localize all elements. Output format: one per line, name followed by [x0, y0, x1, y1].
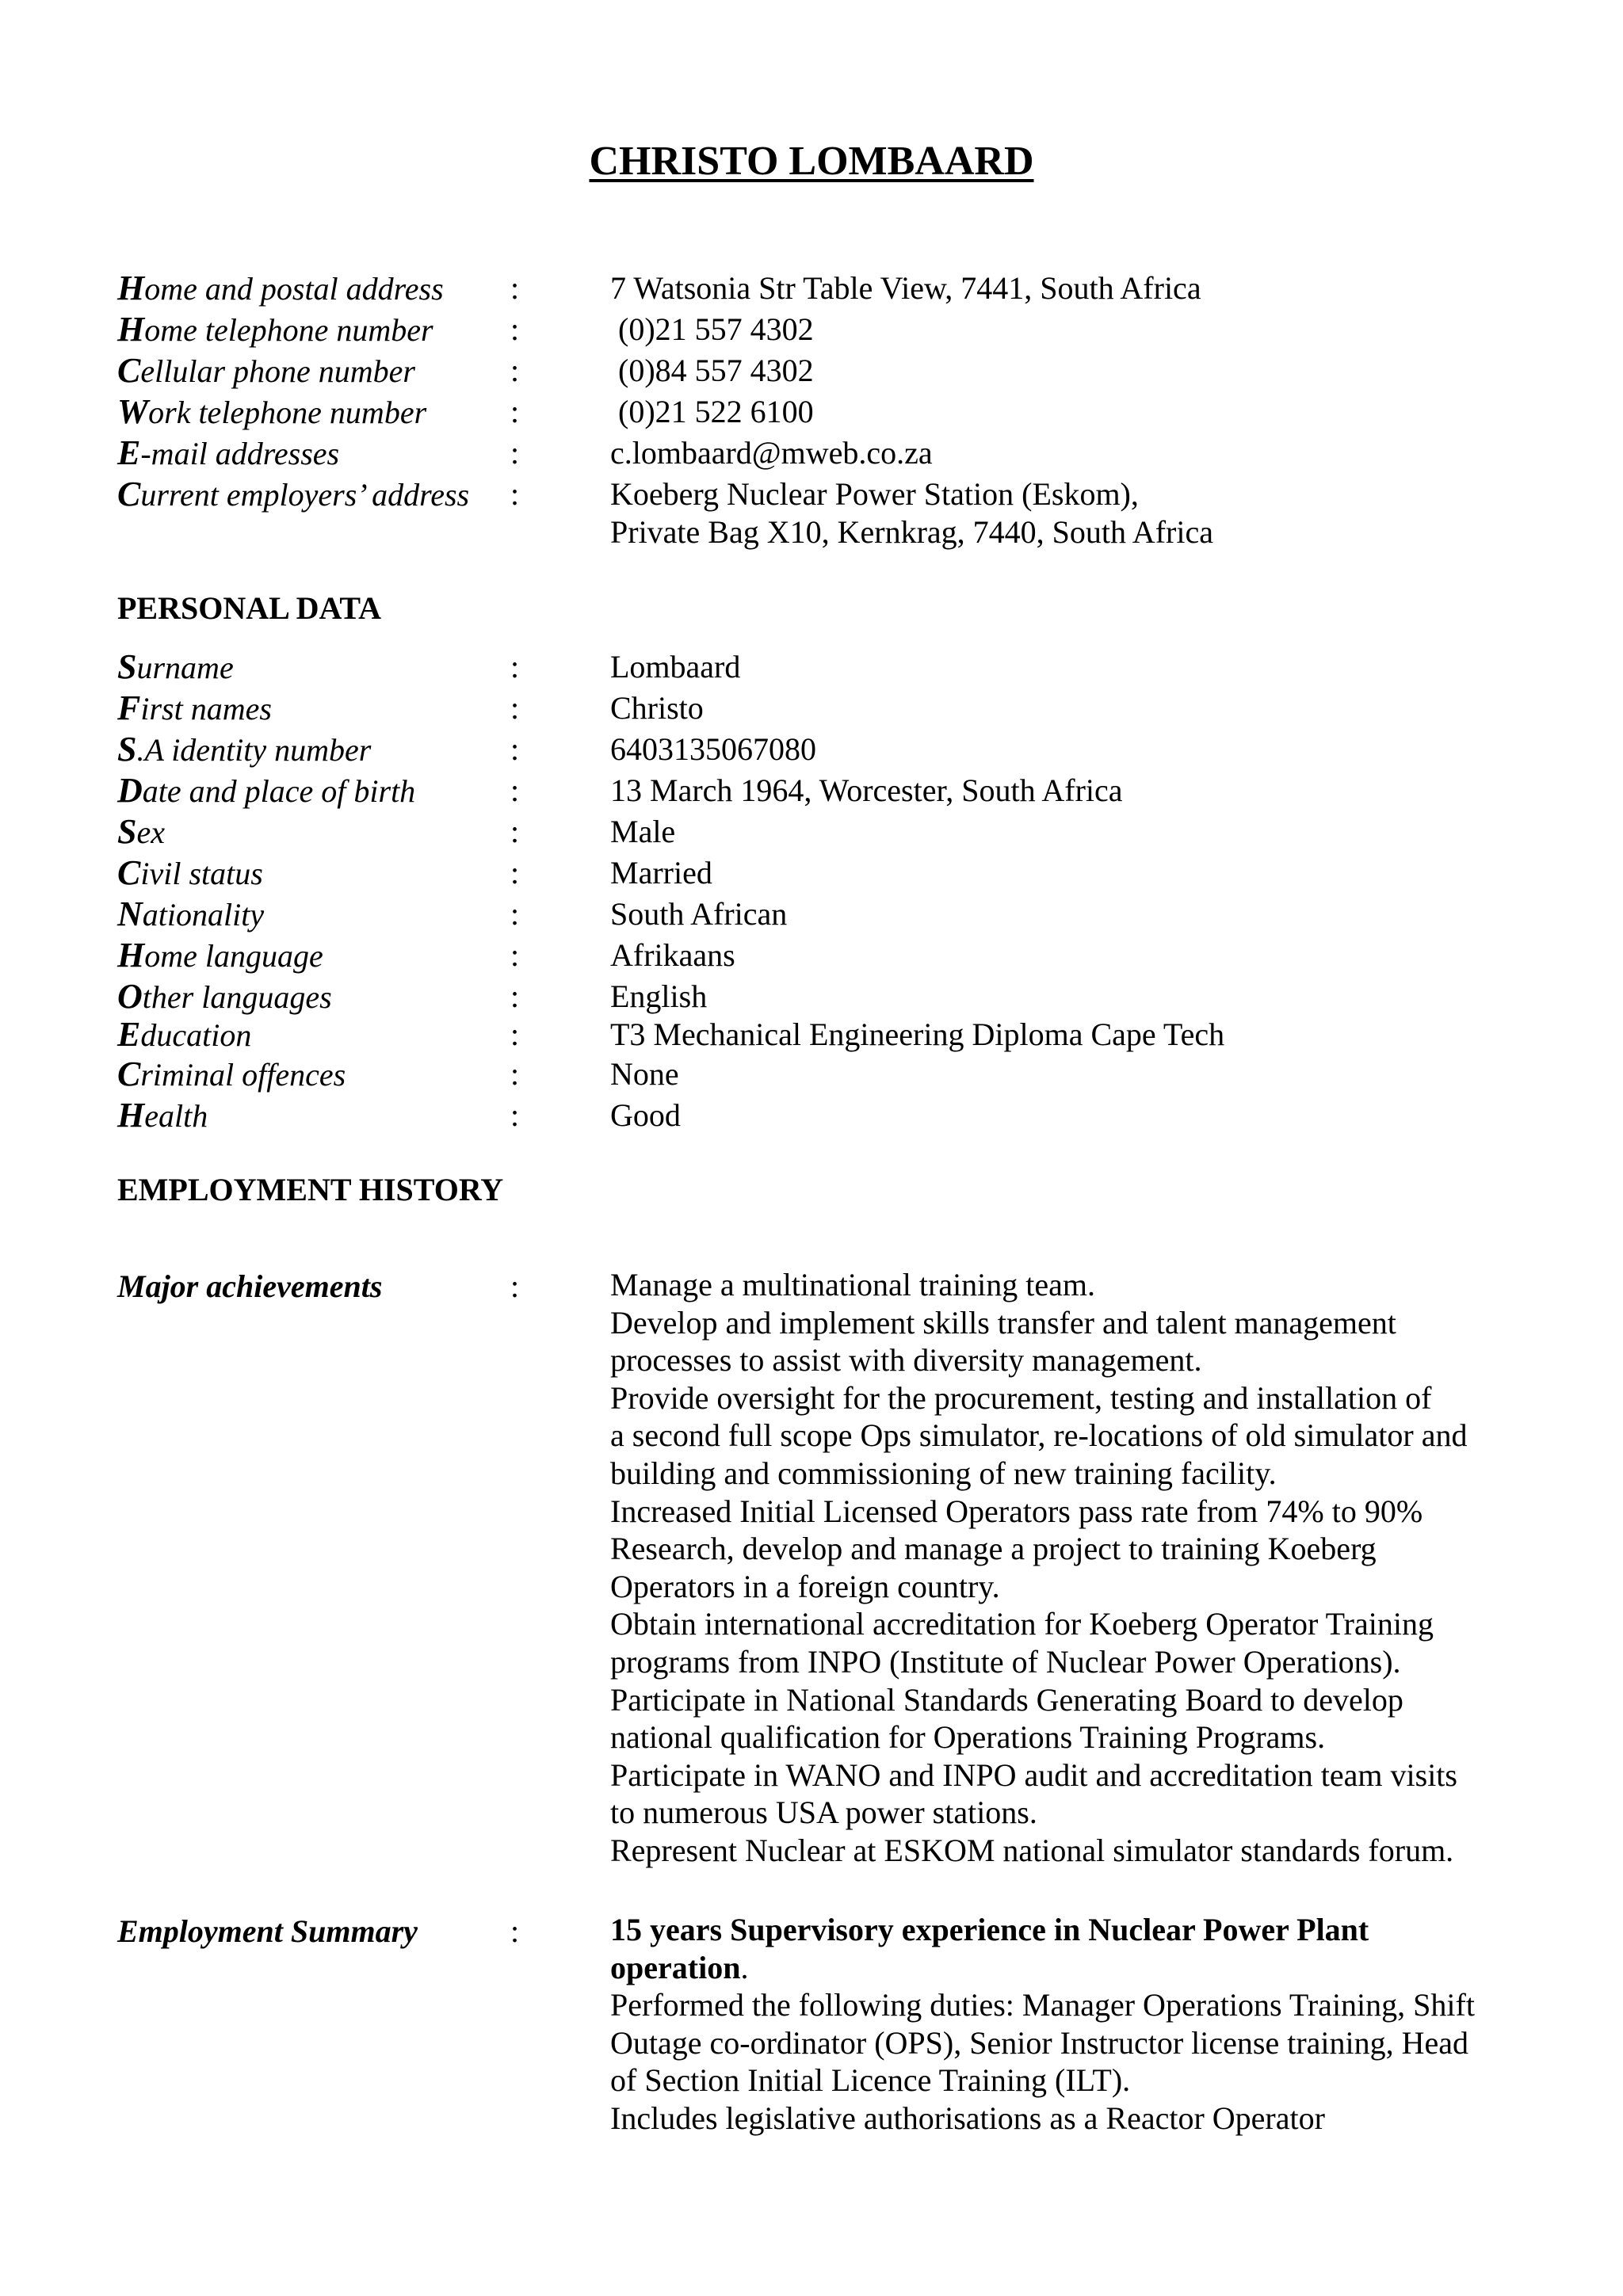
achievement-line: Develop and implement skills transfer and talent management — [610, 1304, 1396, 1341]
field-label: Cellular phone number — [117, 351, 415, 390]
field-value: South African — [610, 896, 788, 932]
field-value: (0)21 522 6100 — [610, 394, 814, 429]
field-value: Lombaard — [610, 649, 741, 685]
field-value: (0)21 557 4302 — [610, 311, 814, 347]
field-colon: : — [510, 353, 520, 388]
field-colon: : — [510, 855, 520, 891]
field-label: Home telephone number — [117, 310, 433, 349]
field-label: Other languages — [117, 977, 332, 1016]
field-colon: : — [510, 1268, 520, 1304]
field-colon: : — [510, 270, 520, 306]
field-label: Criminal offences — [117, 1055, 346, 1093]
field-colon: : — [510, 1097, 520, 1133]
field-colon: : — [510, 394, 520, 429]
field-value: 7 Watsonia Str Table View, 7441, South Africa — [610, 270, 1201, 306]
field-value: Good — [610, 1097, 681, 1133]
field-value: T3 Mechanical Engineering Diploma Cape Tech — [610, 1016, 1225, 1052]
achievement-line: a second full scope Ops simulator, re-locations of old simulator and — [610, 1417, 1468, 1454]
achievement-line: programs from INPO (Institute of Nuclear Power Operations). — [610, 1643, 1401, 1680]
summary-line: Includes legislative authorisations as a Reactor Operator — [610, 2100, 1325, 2136]
field-colon: : — [510, 731, 520, 767]
field-colon: : — [510, 1913, 520, 1949]
summary-line: Outage co-ordinator (OPS), Senior Instructor license training, Head — [610, 2024, 1469, 2061]
field-value: Christo — [610, 690, 704, 726]
achievements-label: Major achievements — [117, 1268, 383, 1304]
field-value: (0)84 557 4302 — [610, 353, 814, 388]
field-colon: : — [510, 311, 520, 347]
field-label: Date and place of birth — [117, 771, 416, 810]
field-colon: : — [510, 772, 520, 808]
field-value: None — [610, 1056, 679, 1092]
field-label: S.A identity number — [117, 730, 372, 769]
section-heading-personal-data: PERSONAL DATA — [117, 590, 382, 626]
field-value: Koeberg Nuclear Power Station (Eskom), — [610, 476, 1139, 512]
field-value: Male — [610, 814, 676, 849]
achievement-line: Represent Nuclear at ESKOM national simulator standards forum. — [610, 1832, 1454, 1868]
field-value: 6403135067080 — [610, 731, 816, 767]
summary-label: Employment Summary — [117, 1913, 418, 1949]
achievement-line: Participate in National Standards Generating Board to develop — [610, 1681, 1403, 1718]
achievement-line: Operators in a foreign country. — [610, 1568, 1000, 1604]
field-label: Health — [117, 1096, 208, 1135]
field-label: Work telephone number — [117, 392, 427, 431]
achievement-line: Research, develop and manage a project to training Koeberg — [610, 1531, 1377, 1567]
field-value: Private Bag X10, Kernkrag, 7440, South Africa — [610, 514, 1213, 550]
field-label: Civil status — [117, 853, 263, 892]
field-colon: : — [510, 435, 520, 471]
field-colon: : — [510, 476, 520, 512]
field-colon: : — [510, 814, 520, 849]
achievement-line: Manage a multinational training team. — [610, 1267, 1096, 1302]
field-colon: : — [510, 937, 520, 973]
achievement-line: Obtain international accreditation for Koeberg Operator Training — [610, 1606, 1434, 1642]
field-colon: : — [510, 1016, 520, 1052]
field-label: First names — [117, 688, 272, 727]
field-label: Education — [117, 1015, 252, 1054]
summary-text — [610, 1911, 1593, 2138]
achievement-line: to numerous USA power stations. — [610, 1794, 1037, 1831]
field-label: Current employers’ address — [117, 475, 470, 513]
page-title: CHRISTO LOMBAARD — [589, 139, 1034, 184]
summary-headline: 15 years Supervisory experience in Nuclear Power Plant — [610, 1912, 1369, 1947]
summary-line: Performed the following duties: Manager Operations Training, Shift — [610, 1987, 1475, 2023]
section-heading-employment-history: EMPLOYMENT HISTORY — [117, 1172, 504, 1207]
field-colon: : — [510, 690, 520, 726]
field-colon: : — [510, 649, 520, 685]
achievement-line: Provide oversight for the procurement, testing and installation of — [610, 1379, 1432, 1416]
achievement-line: building and commissioning of new training facility. — [610, 1455, 1277, 1491]
field-value: Married — [610, 855, 712, 891]
achievement-line: Increased Initial Licensed Operators pass rate from 74% to 90% — [610, 1493, 1423, 1529]
field-value: English — [610, 978, 708, 1014]
field-label: Surname — [117, 647, 234, 686]
field-label: Home and postal address — [117, 269, 444, 307]
field-label: Home language — [117, 936, 323, 974]
field-colon: : — [510, 1056, 520, 1092]
field-label: Sex — [117, 812, 165, 851]
field-label: Nationality — [117, 894, 265, 933]
summary-line: of Section Initial Licence Training (ILT). — [610, 2062, 1131, 2099]
field-label: E-mail addresses — [117, 433, 340, 472]
field-colon: : — [510, 896, 520, 932]
achievement-line: processes to assist with diversity management. — [610, 1342, 1202, 1379]
achievement-line: Participate in WANO and INPO audit and accreditation team visits — [610, 1756, 1457, 1793]
field-value: 13 March 1964, Worcester, South Africa — [610, 772, 1123, 808]
achievements-list — [610, 1266, 1593, 1870]
email-value: c.lombaard@mweb.co.za — [610, 435, 933, 471]
achievement-line: national qualification for Operations Training Programs. — [610, 1719, 1326, 1756]
summary-headline-continued: operation. — [610, 1949, 749, 1985]
field-value: Afrikaans — [610, 937, 735, 973]
field-colon: : — [510, 978, 520, 1014]
